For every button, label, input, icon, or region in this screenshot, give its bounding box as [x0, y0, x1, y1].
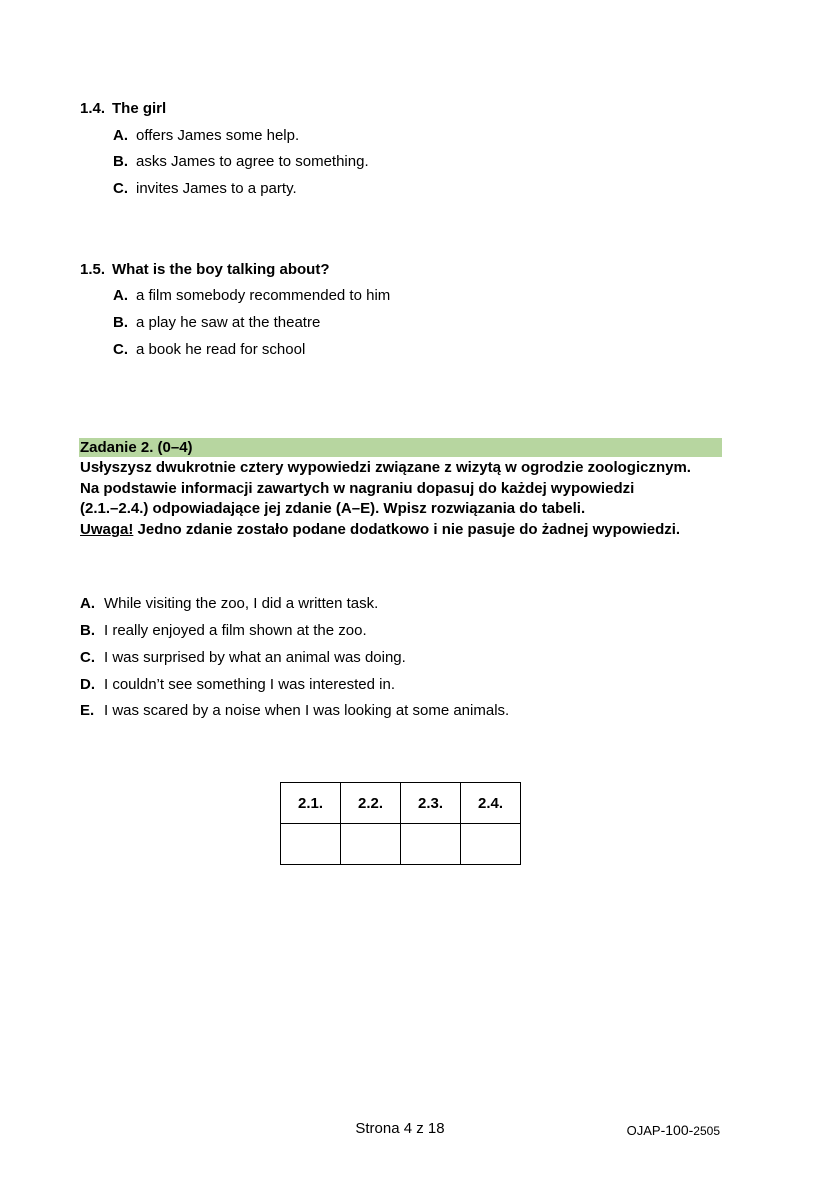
question-text: What is the boy talking about?	[112, 261, 330, 278]
exam-code: OJAP-100-2505	[626, 1122, 720, 1138]
option-a: A. offers James some help.	[113, 127, 300, 144]
instruction-line-2: Na podstawie informacji zawartych w nagraniu dopasuj do każdej wypowiedzi	[80, 480, 635, 497]
note-text: Jedno zdanie zostało podane dodatkowo i nie pasuje do żadnej wypowiedzi.	[133, 521, 681, 538]
option-c: C. invites James to a party.	[113, 180, 297, 197]
instruction-line-3: (2.1.–2.4.) odpowiadające jej zdanie (A–E). Wpisz rozwiązania do tabeli.	[80, 500, 586, 517]
answer-header-2-1: 2.1.	[281, 783, 341, 824]
sentence-a: A. While visiting the zoo, I did a written task.	[80, 595, 379, 612]
instruction-line-1: Usłyszysz dwukrotnie cztery wypowiedzi związane z wizytą w ogrodzie zoologicznym.	[80, 459, 691, 476]
instruction-note	[80, 521, 680, 538]
answer-table-input-row	[281, 824, 521, 865]
question-text: The girl	[112, 100, 167, 117]
sentence-c: C. I was surprised by what an animal was doing.	[80, 649, 406, 666]
answer-table	[280, 782, 521, 865]
answer-cell-2-3[interactable]	[401, 824, 461, 865]
note-label: Uwaga!	[80, 521, 134, 538]
answer-cell-2-4[interactable]	[461, 824, 521, 865]
option-b: B. asks James to agree to something.	[113, 153, 369, 170]
question-1-5-title	[80, 261, 330, 278]
option-b: B. a play he saw at the theatre	[113, 314, 321, 331]
option-c: C. a book he read for school	[113, 341, 306, 358]
sentence-d: D. I couldn’t see something I was interested in.	[80, 676, 395, 693]
answer-table-header-row	[281, 783, 521, 824]
answer-cell-2-2[interactable]	[341, 824, 401, 865]
task-header: Zadanie 2. (0–4)	[80, 439, 193, 456]
question-number: 1.5.	[80, 261, 106, 278]
answer-header-2-2: 2.2.	[341, 783, 401, 824]
page-number: Strona 4 z 18	[355, 1120, 445, 1137]
answer-cell-2-1[interactable]	[281, 824, 341, 865]
question-number: 1.4.	[80, 100, 106, 117]
answer-header-2-4: 2.4.	[461, 783, 521, 824]
option-a: A. a film somebody recommended to him	[113, 287, 391, 304]
question-1-4-title	[80, 100, 166, 117]
answer-header-2-3: 2.3.	[401, 783, 461, 824]
sentence-b: B. I really enjoyed a film shown at the zoo.	[80, 622, 367, 639]
sentence-e: E. I was scared by a noise when I was looking at some animals.	[80, 702, 510, 719]
